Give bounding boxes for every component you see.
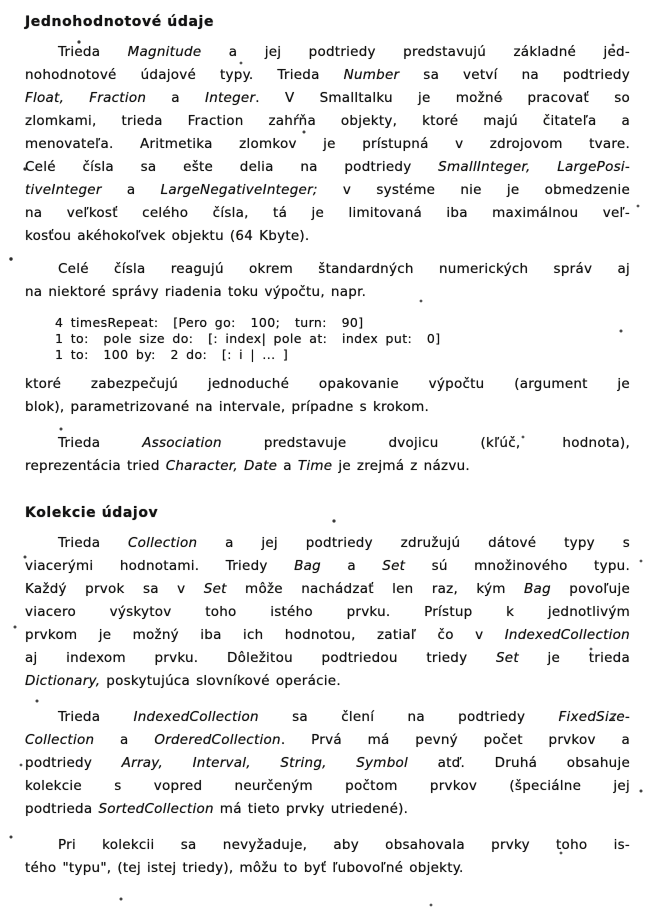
- text-run: . Prvá má pevný počet prvkov a: [280, 732, 630, 748]
- text-run: a: [94, 732, 155, 748]
- code-line: 4 timesRepeat: [Pero go: 100; turn: 90]: [55, 315, 364, 330]
- text-line: [25, 281, 630, 304]
- section-heading: Jednohodnotové údaje: [25, 14, 215, 30]
- class-name-italic: Float, Fraction: [25, 90, 147, 106]
- class-name-italic: FixedSize-: [558, 709, 630, 725]
- document-section: [25, 13, 630, 478]
- text-run: Trieda: [58, 435, 143, 451]
- class-name-italic: Set: [382, 558, 406, 574]
- paragraph: [25, 834, 630, 880]
- text-run: v systéme nie je obmedzenie: [317, 182, 630, 198]
- text-line: [25, 225, 630, 248]
- text-run: Trieda: [58, 44, 128, 60]
- text-run: na veľkosť celého čísla, tá je limitovaná iba maximálnou veľ-: [25, 205, 630, 221]
- text-run: tého "typu", (tej istej triedy), môžu to byť ľubovoľné objekty.: [25, 860, 464, 876]
- text-line: [25, 834, 630, 857]
- text-run: má tieto prvky utriedené).: [213, 801, 409, 817]
- text-run: povoľuje: [550, 581, 631, 597]
- paragraph: [25, 373, 630, 419]
- text-run: Celé čísla reagujú okrem štandardných numerických správ aj: [58, 261, 630, 277]
- text-run: a: [320, 558, 383, 574]
- text-line: [25, 179, 630, 202]
- text-run: môže nachádzať len raz, kým: [226, 581, 525, 597]
- text-run: Každý prvok sa v: [25, 581, 204, 597]
- text-line: [25, 373, 630, 396]
- text-run: Celé čísla sa ešte delia na podtriedy: [25, 159, 439, 175]
- text-line: [25, 396, 630, 419]
- text-line: [25, 624, 630, 647]
- section-heading: Kolekcie údajov: [25, 505, 159, 521]
- class-name-italic: SortedCollection: [98, 801, 214, 817]
- text-line: [25, 729, 630, 752]
- text-run: viacerými hodnotami. Triedy: [25, 558, 295, 574]
- class-name-italic: tiveInteger: [25, 182, 102, 198]
- class-name-italic: Array, Interval, String, Symbol: [121, 755, 409, 771]
- class-name-italic: OrderedCollection: [154, 732, 281, 748]
- text-run: a jej podtriedy združujú dátové typy s: [197, 535, 630, 551]
- paragraph: [25, 532, 630, 693]
- document-content: [25, 13, 630, 880]
- code-line: 1 to: 100 by: 2 do: [: i | ... ]: [55, 347, 289, 362]
- text-run: Trieda: [58, 535, 128, 551]
- document-section: [25, 504, 630, 880]
- class-name-italic: IndexedCollection: [504, 627, 630, 643]
- text-run: predstavuje dvojicu (kľúč, hodnota),: [221, 435, 630, 451]
- class-name-italic: Dictionary,: [25, 673, 101, 689]
- text-line: [25, 647, 630, 670]
- paragraph: [25, 432, 630, 478]
- text-line: [25, 258, 630, 281]
- text-line: [25, 775, 630, 798]
- text-run: a: [146, 90, 205, 106]
- text-line: [25, 455, 630, 478]
- class-name-italic: Collection: [128, 535, 198, 551]
- text-run: viacero výskytov toho istého prvku. Prístup k jednotlivým: [25, 604, 630, 620]
- class-name-italic: Set: [203, 581, 227, 597]
- text-run: . V Smalltalku je možné pracovať so: [255, 90, 631, 106]
- text-line: [25, 432, 630, 455]
- class-name-italic: Association: [142, 435, 222, 451]
- text-line: [25, 601, 630, 624]
- class-name-italic: SmallInteger, LargePosi-: [438, 159, 630, 175]
- paragraph: [25, 41, 630, 248]
- text-run: kosťou akéhokoľvek objektu (64 Kbyte).: [25, 228, 310, 244]
- text-run: ktoré zabezpečujú jednoduché opakovanie výpočtu (argument je: [25, 376, 630, 392]
- text-line: [25, 706, 630, 729]
- text-line: [25, 110, 630, 133]
- text-run: na niektoré správy riadenia toku výpočtu, napr.: [25, 284, 367, 300]
- class-name-italic: Character, Date: [165, 458, 278, 474]
- text-run: je trieda: [518, 650, 630, 666]
- class-name-italic: Time: [297, 458, 333, 474]
- text-run: kolekcie s vopred neurčeným počtom prvkov (špeciálne jej: [25, 778, 630, 794]
- text-line: [25, 555, 630, 578]
- text-run: Trieda: [58, 709, 134, 725]
- class-name-italic: Collection: [25, 732, 95, 748]
- paragraph: [25, 258, 630, 304]
- text-line: [25, 798, 630, 821]
- text-line: [25, 87, 630, 110]
- text-line: [25, 578, 630, 601]
- text-line: [25, 857, 630, 880]
- text-line: [25, 670, 630, 693]
- class-name-italic: LargeNegativeInteger;: [160, 182, 318, 198]
- text-run: sa člení na podtriedy: [258, 709, 559, 725]
- text-run: podtriedy: [25, 755, 122, 771]
- text-run: atď. Druhá obsahuje: [408, 755, 630, 771]
- text-line: [25, 64, 630, 87]
- text-run: prvkom je možný iba ich hodnotou, zatiaľ čo v: [25, 627, 505, 643]
- text-run: sú množinového typu.: [405, 558, 630, 574]
- class-name-italic: Magnitude: [127, 44, 202, 60]
- text-line: [25, 532, 630, 555]
- text-line: [25, 752, 630, 775]
- class-name-italic: IndexedCollection: [133, 709, 259, 725]
- text-run: a: [101, 182, 161, 198]
- text-line: [25, 156, 630, 179]
- code-block: [25, 315, 630, 363]
- class-name-italic: Bag: [524, 581, 551, 597]
- text-run: zlomkami, trieda Fraction zahŕňa objekty, ktoré majú čitateľa a: [25, 113, 630, 129]
- text-run: menovateľa. Aritmetika zlomkov je prístupná v zdrojovom tvare.: [25, 136, 630, 152]
- class-name-italic: Number: [343, 67, 400, 83]
- code-line: 1 to: pole size do: [: index| pole at: index put: 0]: [55, 331, 441, 346]
- text-run: aj indexom prvku. Dôležitou podtriedou triedy: [25, 650, 496, 666]
- text-run: reprezentácia tried: [25, 458, 166, 474]
- class-name-italic: Set: [495, 650, 519, 666]
- text-run: blok), parametrizované na intervale, prípadne s krokom.: [25, 399, 430, 415]
- text-run: a jej podtriedy predstavujú základné jed-: [201, 44, 630, 60]
- text-line: [25, 202, 630, 225]
- text-run: nohodnotové údajové typy. Trieda: [25, 67, 344, 83]
- text-run: Pri kolekcii sa nevyžaduje, aby obsahovala prvky toho is-: [58, 837, 630, 853]
- text-run: a: [277, 458, 298, 474]
- scan-noise-speckles: [0, 0, 2, 2]
- text-run: je zrejmá z názvu.: [332, 458, 470, 474]
- text-line: [25, 41, 630, 64]
- class-name-italic: Integer: [204, 90, 256, 106]
- text-run: podtrieda: [25, 801, 99, 817]
- text-run: poskytujúca slovníkové operácie.: [100, 673, 341, 689]
- class-name-italic: Bag: [294, 558, 321, 574]
- text-line: [25, 133, 630, 156]
- text-run: sa vetví na podtriedy: [399, 67, 630, 83]
- paragraph: [25, 706, 630, 821]
